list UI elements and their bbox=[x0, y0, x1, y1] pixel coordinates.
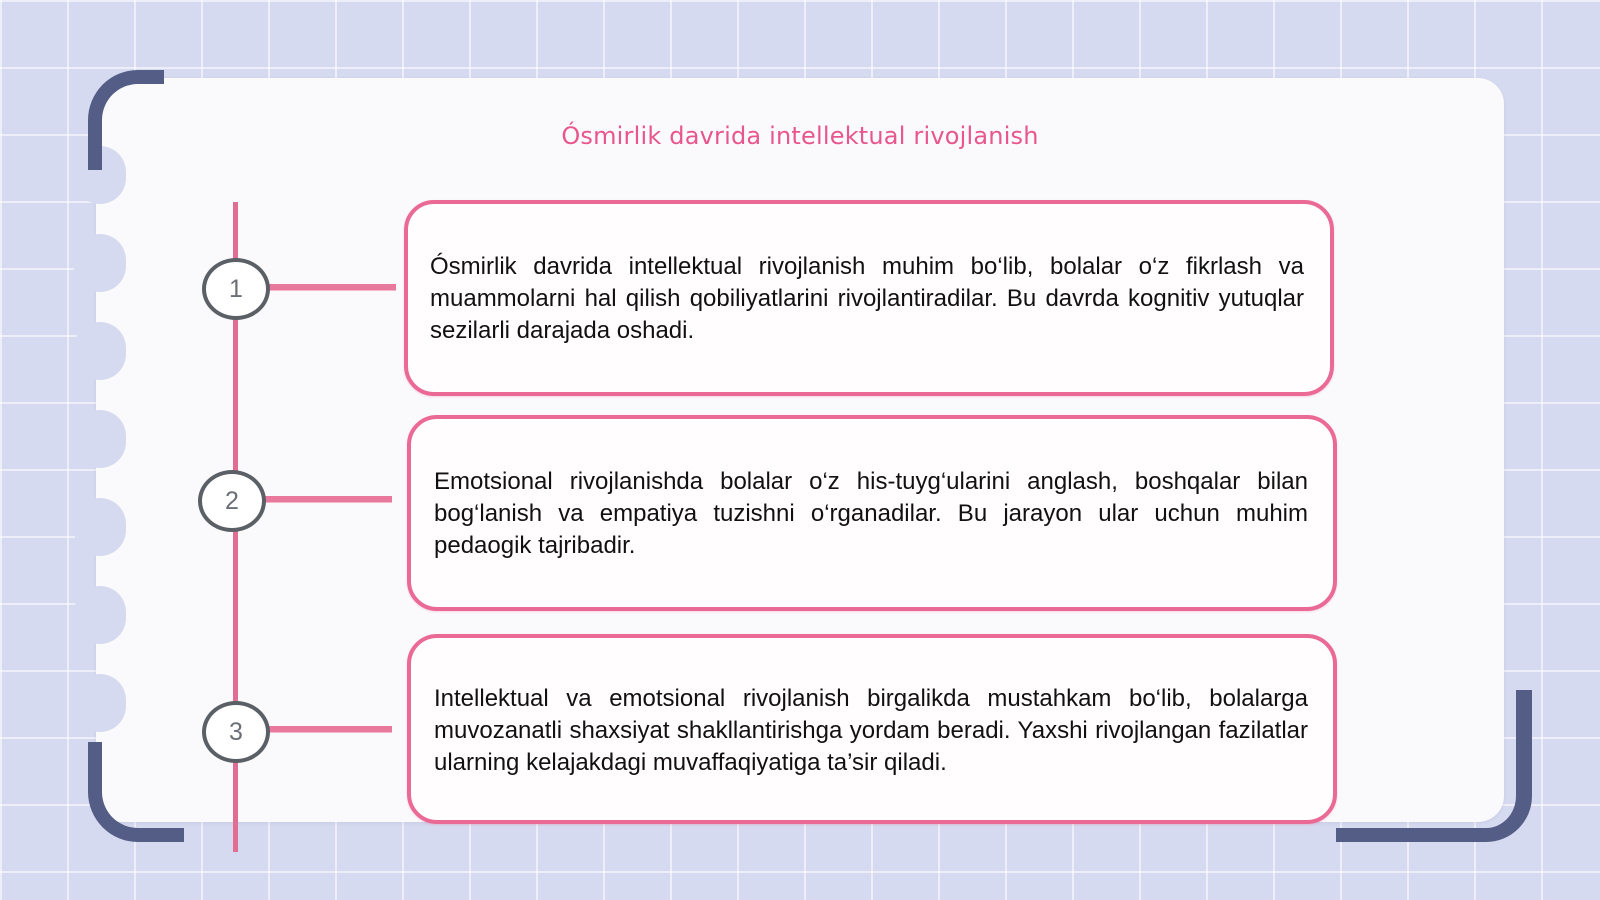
step-number-badge: 3 bbox=[202, 701, 270, 763]
frame-corner-bottom-left bbox=[88, 742, 184, 842]
paper-edge-notch bbox=[74, 234, 126, 292]
step-text: Emotsional rivojlanishda bolalar o‘z his-tuyg‘ularini anglash, boshqalar bilan bog‘lanish va empatiya tuzishni o‘rganadilar. Bu jarayon ular uchun muhim pedaogik tajribadir. bbox=[434, 468, 1308, 559]
slide-title: Ósmirlik davrida intellektual rivojlanish bbox=[561, 122, 1039, 150]
step-text: Ósmirlik davrida intellektual rivojlanish muhim bo‘lib, bolalar o‘z fikrlash va muammolarni hal qilish qobiliyatlarini rivojlantiradilar. Bu davrda kognitiv yutuqlar sezilarli darajada oshadi. bbox=[430, 253, 1304, 344]
step-number-badge: 1 bbox=[202, 258, 270, 320]
step-connector bbox=[266, 284, 396, 291]
frame-corner-bottom-right bbox=[1336, 690, 1532, 842]
paper-edge-notch bbox=[74, 674, 126, 732]
step-connector bbox=[262, 496, 392, 503]
paper-edge-notch bbox=[74, 322, 126, 380]
step-text: Intellektual va emotsional rivojlanish birgalikda mustahkam bo‘lib, bolalarga muvozanatli shaxsiyat shakllantirishga yordam beradi. Yaxshi rivojlangan fazilatlar ularning kelajakdagi muvaffaqiyatiga ta’sir qiladi. bbox=[434, 685, 1308, 776]
paper-edge-notch bbox=[74, 586, 126, 644]
step-connector bbox=[266, 726, 392, 733]
step-number-badge: 2 bbox=[198, 470, 266, 532]
paper-edge-notch bbox=[74, 410, 126, 468]
frame-corner-top-left bbox=[88, 70, 164, 170]
paper-edge-notch bbox=[74, 498, 126, 556]
